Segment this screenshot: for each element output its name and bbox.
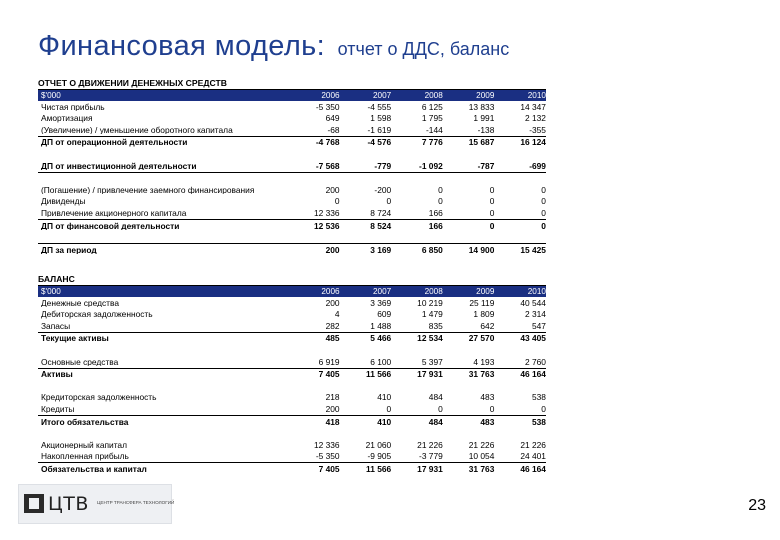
cell-value: 10 054 — [468, 451, 495, 462]
cell-value: 31 763 — [468, 369, 495, 380]
year-header: 2007 — [372, 287, 392, 296]
logo-mark-icon — [24, 494, 44, 513]
balance-unit: $'000 — [41, 287, 61, 296]
cell-value: -1 619 — [367, 124, 392, 135]
cell-value: 24 401 — [520, 451, 546, 462]
cell-value: -3 779 — [419, 451, 443, 462]
cell-value: 484 — [428, 416, 443, 427]
cell-value: 649 — [325, 113, 340, 124]
cell-value: 14 347 — [520, 101, 546, 112]
row-label: Накопленная прибыль — [41, 452, 129, 461]
cell-value: 166 — [428, 207, 443, 218]
row-label: Кредиты — [41, 404, 75, 414]
table-row — [38, 439, 546, 451]
cell-value: 1 795 — [421, 113, 443, 124]
row-label: Основные средства — [41, 357, 119, 366]
year-header: 2010 — [527, 91, 546, 100]
cell-value: 7 405 — [318, 463, 340, 474]
cell-value: 14 900 — [468, 244, 495, 255]
year-header: 2006 — [321, 287, 340, 296]
logo-name: ЦТВ — [48, 493, 89, 515]
cell-value: 11 566 — [366, 369, 392, 380]
cell-value: 46 164 — [520, 369, 546, 380]
cell-value: -9 905 — [367, 451, 392, 462]
cell-value: 6 125 — [421, 101, 443, 112]
cell-value: 485 — [325, 333, 340, 344]
cell-value: -144 — [426, 124, 443, 135]
cell-value: 31 763 — [468, 463, 495, 474]
cell-value: 46 164 — [520, 463, 546, 474]
cell-value: -1 092 — [419, 160, 443, 171]
cell-value: 6 850 — [421, 244, 443, 255]
subtotal-row — [38, 369, 546, 381]
cell-value: 0 — [438, 403, 443, 414]
total-row — [38, 463, 546, 475]
page-number: 23 — [748, 497, 766, 514]
cell-value: 2 760 — [525, 356, 546, 367]
cell-value: 17 931 — [417, 463, 443, 474]
cell-value: 410 — [377, 392, 392, 403]
cell-value: 200 — [325, 244, 340, 255]
cell-value: 483 — [480, 416, 495, 427]
cell-value: 0 — [541, 220, 546, 231]
row-label: Обязательства и капитал — [41, 464, 147, 474]
cell-value: 218 — [325, 392, 340, 403]
cell-value: 21 226 — [520, 439, 546, 450]
cell-value: 11 566 — [366, 463, 392, 474]
slide-title-sub: отчет о ДДС, баланс — [337, 39, 510, 59]
row-label: ДП от инвестиционной деятельности — [41, 161, 197, 170]
cell-value: 1 598 — [370, 113, 392, 124]
cell-value: 484 — [428, 392, 443, 403]
year-header: 2008 — [424, 91, 443, 100]
cell-value: -5 350 — [315, 101, 340, 112]
row-label: Дебиторская задолженность — [41, 310, 153, 319]
cell-value: 6 919 — [318, 356, 340, 367]
cell-value: 547 — [531, 320, 546, 331]
table-row — [38, 184, 546, 196]
table-row — [38, 196, 546, 208]
cell-value: 21 226 — [468, 439, 495, 450]
cell-value: 4 — [334, 309, 340, 320]
year-header: 2009 — [476, 91, 495, 100]
cell-value: 4 193 — [473, 356, 495, 367]
cashflow-heading: ОТЧЕТ О ДВИЖЕНИИ ДЕНЕЖНЫХ СРЕДСТВ — [38, 78, 546, 90]
cell-value: -787 — [477, 160, 495, 171]
cell-value: 6 100 — [370, 356, 392, 367]
subtotal-row — [38, 416, 546, 428]
year-header: 2010 — [527, 287, 546, 296]
cell-value: -779 — [374, 160, 392, 171]
row-label: Привлечение акционерного капитала — [41, 208, 187, 218]
year-header: 2006 — [321, 91, 340, 100]
cell-value: 0 — [489, 207, 495, 218]
row-label: Кредиторская задолженность — [41, 393, 157, 402]
logo-tagline: ЦЕНТР ТРАНСФЕРА ТЕХНОЛОГИЙ — [97, 500, 175, 505]
table-row — [38, 207, 546, 220]
cell-value: 5 397 — [421, 356, 443, 367]
cell-value: 21 060 — [365, 439, 392, 450]
cashflow-unit: $'000 — [41, 91, 61, 100]
row-label: Активы — [41, 370, 73, 379]
cell-value: 0 — [489, 403, 495, 414]
cell-value: 835 — [428, 320, 443, 331]
row-label: Акционерный капитал — [41, 440, 127, 450]
table-row — [38, 297, 546, 309]
table-row — [38, 124, 546, 137]
cell-value: 200 — [325, 297, 340, 308]
slide-title-main: Финансовая модель: — [38, 30, 326, 62]
row-label: ДП от финансовой деятельности — [41, 221, 180, 230]
balance-heading: БАЛАНС — [38, 274, 546, 286]
cell-value: 2 132 — [525, 113, 546, 124]
cell-value: 282 — [325, 320, 340, 331]
year-header: 2009 — [476, 287, 495, 296]
cell-value: 2 314 — [525, 309, 546, 320]
cell-value: 13 833 — [468, 101, 495, 112]
cell-value: 15 687 — [468, 137, 495, 148]
cell-value: -355 — [529, 124, 546, 135]
cell-value: 15 425 — [520, 244, 546, 255]
table-row — [38, 320, 546, 333]
cell-value: 0 — [489, 184, 495, 195]
cell-value: 10 219 — [417, 297, 443, 308]
cell-value: 5 466 — [370, 333, 392, 344]
cell-value: 538 — [531, 416, 546, 427]
cell-value: 642 — [480, 320, 495, 331]
row-label: Текущие активы — [41, 334, 109, 343]
cell-value: 0 — [489, 196, 495, 207]
total-row — [38, 243, 546, 256]
cell-value: 8 724 — [370, 207, 392, 218]
cell-value: 0 — [334, 196, 340, 207]
cell-value: 3 369 — [370, 297, 392, 308]
cell-value: 16 124 — [520, 137, 546, 148]
row-label: Дивиденды — [41, 197, 86, 206]
cell-value: 0 — [489, 220, 495, 231]
subtotal-row — [38, 220, 546, 232]
cashflow-header-row — [38, 90, 546, 101]
cell-value: 27 570 — [468, 333, 495, 344]
cell-value: 7 776 — [421, 137, 443, 148]
cell-value: 0 — [386, 403, 392, 414]
subtotal-row — [38, 160, 546, 173]
cell-value: 21 226 — [417, 439, 443, 450]
cell-value: 410 — [377, 416, 392, 427]
cell-value: 1 488 — [370, 320, 392, 331]
cell-value: 0 — [541, 196, 546, 207]
table-row — [38, 101, 546, 113]
cell-value: -4 576 — [367, 137, 392, 148]
cell-value: 1 479 — [421, 309, 443, 320]
cell-value: 0 — [541, 207, 546, 218]
cell-value: 25 119 — [469, 297, 495, 308]
cell-value: 3 169 — [370, 244, 392, 255]
company-logo — [18, 484, 175, 524]
cell-value: -7 568 — [315, 160, 340, 171]
cell-value: 200 — [325, 184, 340, 195]
cell-value: 12 534 — [417, 333, 443, 344]
cell-value: 609 — [377, 309, 392, 320]
table-row — [38, 309, 546, 321]
row-label: (Увеличение) / уменьшение оборотного капитала — [41, 125, 233, 135]
cell-value: 40 544 — [520, 297, 546, 308]
subtotal-row — [38, 137, 546, 149]
cashflow-table — [38, 78, 546, 256]
cell-value: 12 536 — [313, 220, 340, 231]
cell-value: 1 809 — [473, 309, 495, 320]
year-header: 2008 — [424, 287, 443, 296]
cell-value: 0 — [386, 196, 392, 207]
row-label: Денежные средства — [41, 298, 119, 307]
cell-value: 8 524 — [370, 220, 392, 231]
row-label: Итого обязательства — [41, 417, 129, 426]
row-label: (Погашение) / привлечение заемного финансирования — [41, 185, 255, 195]
cell-value: -5 350 — [315, 451, 340, 462]
cell-value: 0 — [438, 184, 443, 195]
table-row — [38, 392, 546, 404]
row-label: ДП от операционной деятельности — [41, 138, 188, 147]
table-row — [38, 113, 546, 125]
cell-value: 0 — [438, 196, 443, 207]
cell-value: 12 336 — [313, 439, 340, 450]
cell-value: 1 991 — [473, 113, 495, 124]
row-label: Амортизация — [41, 114, 93, 123]
cell-value: 7 405 — [318, 369, 340, 380]
cell-value: 166 — [428, 220, 443, 231]
cell-value: 483 — [480, 392, 495, 403]
cell-value: 538 — [531, 392, 546, 403]
year-header: 2007 — [372, 91, 392, 100]
cell-value: -699 — [529, 160, 546, 171]
table-row — [38, 451, 546, 464]
table-row — [38, 356, 546, 369]
cell-value: -200 — [374, 184, 392, 195]
cell-value: -68 — [327, 124, 340, 135]
table-row — [38, 403, 546, 416]
cell-value: 12 336 — [313, 207, 340, 218]
balance-header-row — [38, 286, 546, 297]
cell-value: 43 405 — [520, 333, 546, 344]
row-label: Чистая прибыль — [41, 102, 105, 111]
cell-value: -138 — [477, 124, 495, 135]
cell-value: 17 931 — [417, 369, 443, 380]
slide-title — [38, 30, 509, 63]
balance-table — [38, 274, 546, 475]
cell-value: -4 768 — [315, 137, 340, 148]
row-label: Запасы — [41, 321, 71, 331]
cell-value: -4 555 — [367, 101, 392, 112]
cell-value: 0 — [541, 184, 546, 195]
subtotal-row — [38, 333, 546, 345]
cell-value: 0 — [541, 403, 546, 414]
cell-value: 200 — [325, 403, 340, 414]
cell-value: 418 — [325, 416, 340, 427]
row-label: ДП за период — [41, 245, 97, 255]
